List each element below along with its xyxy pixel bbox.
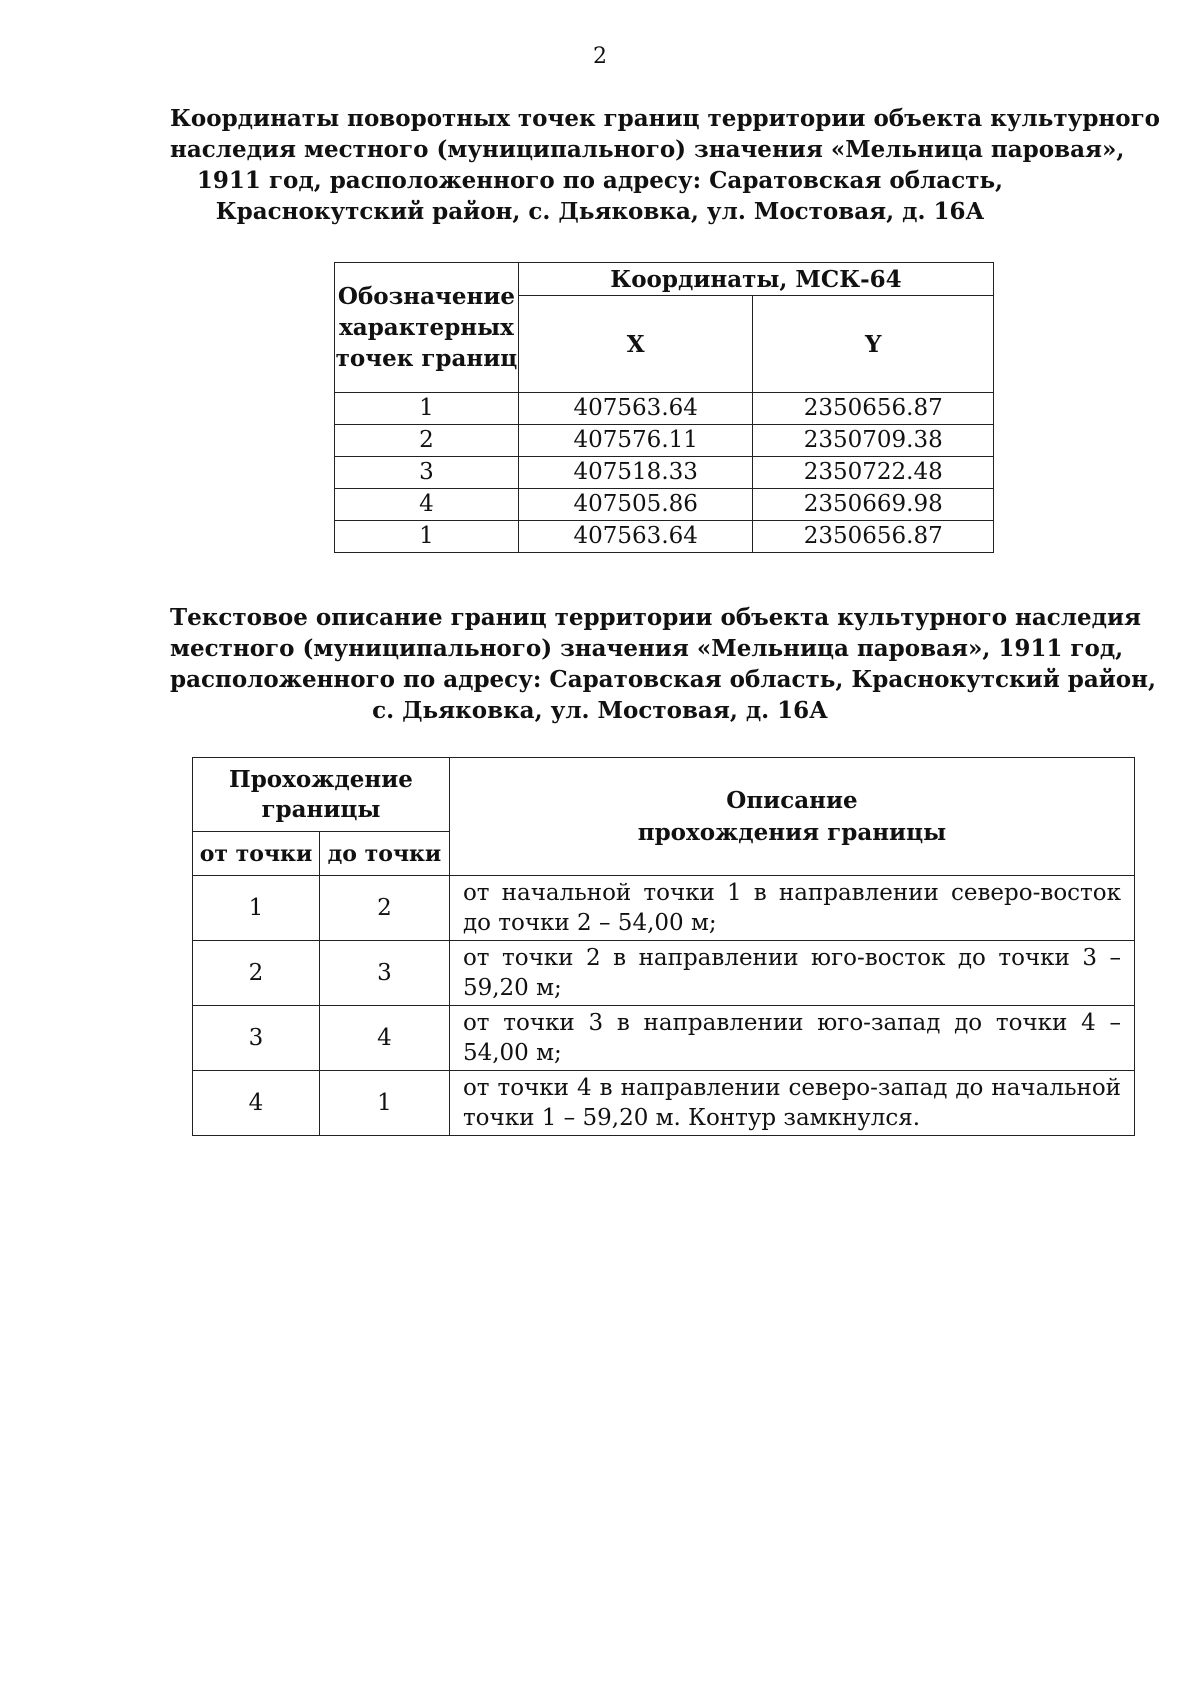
- point-id: 2: [335, 425, 519, 457]
- heading-line: расположенного по адресу: Саратовская область, Краснокутский район,: [170, 666, 1156, 693]
- y-value: 2350656.87: [753, 521, 994, 553]
- segment-description: от точки 3 в направлении юго-запад до точки 4 – 54,00 м;: [449, 1006, 1134, 1071]
- heading-line: наследия местного (муниципального) значения «Мельница паровая»,: [170, 136, 1125, 163]
- y-value: 2350722.48: [753, 457, 994, 489]
- y-value: 2350669.98: [753, 489, 994, 521]
- heading-line: Краснокутский район, с. Дьяковка, ул. Мостовая, д. 16А: [215, 198, 985, 225]
- y-value: 2350656.87: [753, 393, 994, 425]
- coordinates-table: [334, 262, 994, 553]
- header-description-line: прохождения границы: [637, 818, 947, 846]
- x-value: 407505.86: [518, 489, 752, 521]
- from-point: 2: [193, 941, 320, 1006]
- header-x: X: [518, 296, 752, 393]
- to-point: 2: [319, 876, 449, 941]
- point-id: 3: [335, 457, 519, 489]
- to-point: 4: [319, 1006, 449, 1071]
- segment-description: от точки 4 в направлении северо-запад до начальной точки 1 – 59,20 м. Контур замкнулся.: [449, 1071, 1134, 1136]
- x-value: 407518.33: [518, 457, 752, 489]
- heading-line: с. Дьяковка, ул. Мостовая, д. 16А: [372, 697, 828, 724]
- header-to-point: до точки: [319, 832, 449, 876]
- x-value: 407563.64: [518, 393, 752, 425]
- header-point-designation: Обозначение характерных точек границ: [335, 263, 519, 393]
- table-row: [193, 1071, 1135, 1136]
- table-row: [335, 489, 994, 521]
- table-row: [193, 941, 1135, 1006]
- header-description-line: Описание: [726, 786, 858, 814]
- header-coordinates: Координаты, МСК-64: [518, 263, 993, 296]
- y-value: 2350709.38: [753, 425, 994, 457]
- boundary-description-table: [192, 757, 1135, 1136]
- page-number: 2: [593, 44, 607, 69]
- table-row: [335, 425, 994, 457]
- heading-line: Координаты поворотных точек границ территории объекта культурного: [170, 105, 1161, 132]
- from-point: 1: [193, 876, 320, 941]
- coordinates-heading: [170, 103, 1161, 227]
- header-description: [449, 758, 1134, 876]
- point-id: 1: [335, 521, 519, 553]
- table-row: [335, 521, 994, 553]
- header-y: Y: [753, 296, 994, 393]
- segment-description: от начальной точки 1 в направлении северо-восток до точки 2 – 54,00 м;: [449, 876, 1134, 941]
- from-point: 3: [193, 1006, 320, 1071]
- to-point: 1: [319, 1071, 449, 1136]
- to-point: 3: [319, 941, 449, 1006]
- from-point: 4: [193, 1071, 320, 1136]
- x-value: 407563.64: [518, 521, 752, 553]
- point-id: 4: [335, 489, 519, 521]
- heading-line: местного (муниципального) значения «Мельница паровая», 1911 год,: [170, 635, 1124, 662]
- point-id: 1: [335, 393, 519, 425]
- x-value: 407576.11: [518, 425, 752, 457]
- header-boundary-passage: Прохождение границы: [193, 758, 450, 832]
- heading-line: Текстовое описание границ территории объекта культурного наследия: [170, 604, 1142, 631]
- header-from-point: от точки: [193, 832, 320, 876]
- table-row: [335, 393, 994, 425]
- table-row: [193, 1006, 1135, 1071]
- description-heading: [170, 602, 1156, 726]
- table-row: [335, 457, 994, 489]
- table-row: [193, 876, 1135, 941]
- segment-description: от точки 2 в направлении юго-восток до точки 3 – 59,20 м;: [449, 941, 1134, 1006]
- heading-line: 1911 год, расположенного по адресу: Саратовская область,: [196, 167, 1004, 194]
